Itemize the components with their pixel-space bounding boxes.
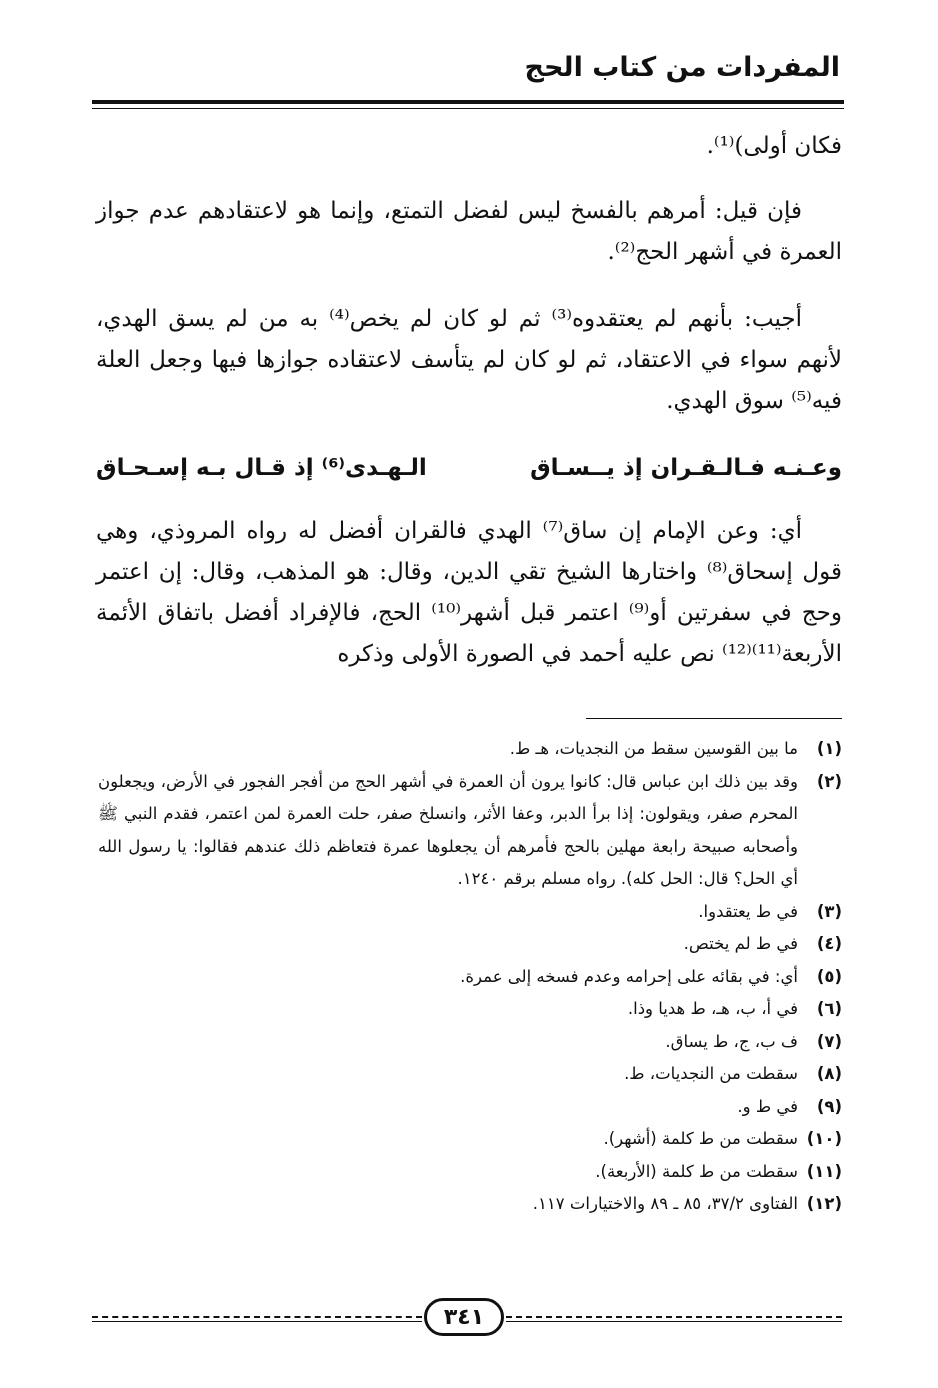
footnote-number: (٣) [816, 901, 842, 921]
footnotes [98, 733, 842, 1221]
footnote-text: ما بين القوسين سقط من النجديات، هـ ط. [509, 739, 798, 758]
footnote-10 [98, 1123, 842, 1156]
footnote-number: (١٠) [806, 1129, 842, 1148]
footnote-6 [98, 993, 842, 1026]
footnote-number: (٧) [816, 1031, 842, 1051]
footnote-8 [98, 1058, 842, 1091]
verse-line [96, 448, 842, 489]
footnote-text: وقد بين ذلك ابن عباس قال: كانوا يرون أن العمرة في أشهر الحج من أفجر الفجور في الأرض، ويجعلون المحرم صفر، ويقولون: إذا برأ الدبر، وعفا الأثر، وانسلخ صفر، حلت العمرة لمن اعتمر، فقدم النبي ﷺ وأصحابه صبيحة رابعة مهلين بالحج فأمرهم أن يجعلوها عمرة فتعاظم ذلك عندهم فقالوا: يا رسول الله أي الحل؟ قال: الحل كله). رواه مسلم برقم ١٢٤٠. [98, 771, 798, 888]
footnote-text: سقطت من ط كلمة (الأربعة). [595, 1161, 798, 1181]
paragraph-2: فإن قيل: أمرهم بالفسخ ليس لفضل التمتع، وإنما هو لاعتقادهم عدم جواز العمرة في أشهر الحج⁽²⁾. [96, 198, 842, 265]
footnote-text: في أ، ب، هـ، ط هديا وذا. [627, 999, 798, 1018]
footnote-5 [98, 961, 842, 994]
footnote-number: (٦) [816, 999, 842, 1018]
footnote-number: (١) [816, 739, 842, 758]
verse-second-hemistich: الـهـدى⁽⁶⁾ إذ قـال بـه إسـحـاق [96, 455, 427, 481]
footer-rule-left [92, 1321, 422, 1322]
footnote-text: ف ب، ج، ط يساق. [665, 1031, 798, 1051]
footnote-number: (٢) [816, 771, 842, 791]
footnote-number: (٥) [816, 966, 842, 986]
header-rule-thin [92, 108, 844, 109]
footnote-3 [98, 896, 842, 929]
paragraph-1: فكان أولى)⁽¹⁾. [706, 133, 842, 159]
running-header-title: المفردات من كتاب الحج [524, 52, 840, 83]
footnote-number: (١١) [806, 1161, 842, 1181]
footnote-number: (٨) [816, 1064, 842, 1083]
footer-rule-right [506, 1321, 842, 1322]
paragraph-4: أي: وعن الإمام إن ساق⁽⁷⁾ الهدي فالقران أفضل له رواه المروذي، وهي قول إسحاق⁽⁸⁾ واختارها الشيخ تقي الدين، وقال: هو المذهب، وقال: إن اعتمر وحج في سفرتين أو⁽⁹⁾ اعتمر قبل أشهر⁽¹⁰⁾ الحج، فالإفراد أفضل باتفاق الأئمة الأربعة⁽¹¹⁾⁽¹²⁾ نص عليه أحمد في الصورة الأولى وذكره [96, 518, 842, 667]
verse-first-hemistich: وعـنـه فـالـقـران إذ يــسـاق [530, 455, 842, 481]
footnote-11 [98, 1156, 842, 1189]
footnote-text: في ط لم يختص. [683, 934, 798, 953]
footnote-7 [98, 1026, 842, 1059]
footnote-2 [98, 766, 842, 896]
footer-dashed-rule-right [506, 1316, 842, 1318]
footnote-separator [586, 718, 842, 719]
footnote-text: في ط يعتقدوا. [698, 901, 798, 921]
header-rule-thick [92, 100, 844, 104]
footnote-4 [98, 928, 842, 961]
footnote-text: سقطت من النجديات، ط. [624, 1064, 798, 1083]
paragraph-3: أجيب: بأنهم لم يعتقدوه⁽³⁾ ثم لو كان لم يخص⁽⁴⁾ به من لم يسق الهدي، لأنهم سواء في الاعتقاد، ثم لو كان لم يتأسف لاعتقاده جوازها فيها وجعل العلة فيه⁽⁵⁾ سوق الهدي. [96, 306, 842, 414]
footnote-text: أي: في بقائه على إحرامه وعدم فسخه إلى عمرة. [460, 966, 798, 986]
footnote-1 [98, 733, 842, 766]
footnote-number: (٩) [816, 1096, 842, 1116]
footnote-text: سقطت من ط كلمة (أشهر). [603, 1129, 798, 1148]
footer-dashed-rule-left [92, 1316, 422, 1318]
main-text [96, 126, 842, 701]
footnote-number: (١٢) [806, 1194, 842, 1213]
footnote-text: في ط و. [737, 1096, 798, 1116]
footnote-9 [98, 1091, 842, 1124]
footnote-number: (٤) [816, 934, 842, 953]
footnote-text: الفتاوى ٣٧/٢، ٨٥ ـ ٨٩ والاختيارات ١١٧. [532, 1194, 798, 1213]
page-number: ٣٤١ [424, 1298, 504, 1336]
footnote-12 [98, 1188, 842, 1221]
